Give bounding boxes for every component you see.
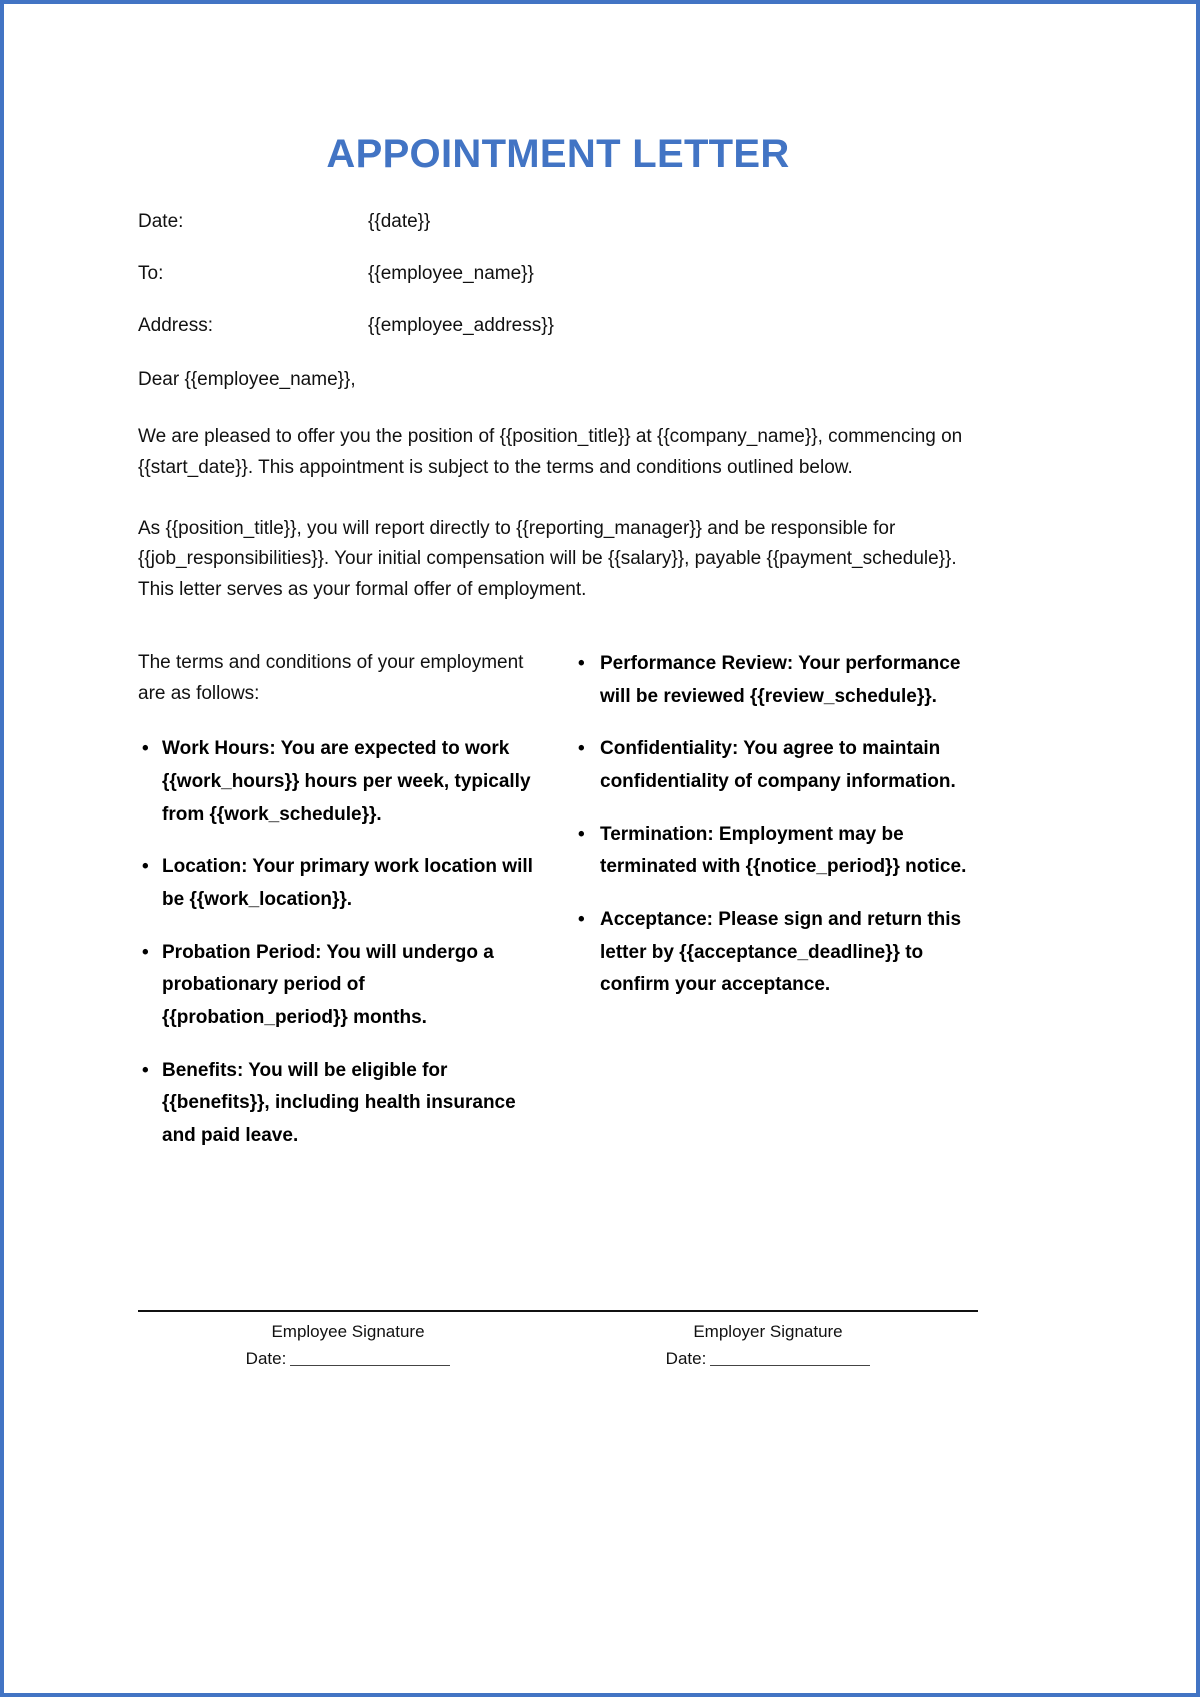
list-item: • Work Hours: You are expected to work {{work_hours}} hours per week, typically from {{work_schedule}}. [138, 733, 534, 831]
table-row [138, 262, 978, 314]
list-item: • Location: Your primary work location will be {{work_location}}. [138, 851, 534, 916]
meta-value-date: {{date}} [368, 211, 431, 232]
list-item: • Termination: Employment may be terminated with {{notice_period}} notice. [574, 819, 970, 884]
body-paragraph-reporting: As {{position_title}}, you will report directly to {{reporting_manager}} and be responsible for {{job_responsibilities}}. Your initial compensation will be {{salary}}, payable {{payment_schedule}}. This letter serves as your formal offer of employment. [138, 517, 957, 601]
signature-row [138, 1320, 978, 1371]
terms-right-column [574, 648, 970, 1153]
employee-date-label: Date: [245, 1348, 287, 1368]
meta-value-to: {{employee_name}} [368, 262, 534, 284]
recipient-meta-table [138, 210, 978, 365]
signature-divider [138, 1310, 978, 1312]
employee-signature-caption: Employee Signature [271, 1322, 425, 1341]
list-item: • Confidentiality: You agree to maintain confidentiality of company information. [574, 733, 970, 798]
meta-label-to: To: [138, 262, 164, 284]
list-item: • Acceptance: Please sign and return this letter by {{acceptance_deadline}} to confirm your acceptance. [574, 904, 970, 1002]
body-paragraph-offer: We are pleased to offer you the position of {{position_title}} at {{company_name}}, commencing on {{start_date}}. This appointment is subject to the terms and conditions outlined below. [138, 426, 963, 478]
table-row [138, 314, 978, 366]
list-item: • Performance Review: Your performance will be reviewed {{review_schedule}}. [574, 648, 970, 713]
table-row [138, 210, 978, 262]
employer-signature-block [558, 1320, 978, 1371]
terms-left-list [138, 733, 534, 1152]
terms-intro: The terms and conditions of your employment are as follows: [138, 651, 524, 704]
meta-value-address: {{employee_address}} [368, 314, 554, 336]
meta-label-address: Address: [138, 314, 213, 336]
employee-date-blank[interactable] [290, 1365, 450, 1366]
list-item: • Probation Period: You will undergo a probationary period of {{probation_period}} months. [138, 937, 534, 1035]
signature-block [138, 1310, 978, 1371]
page-title: APPOINTMENT LETTER [326, 132, 790, 176]
employer-date-label: Date: [665, 1348, 707, 1368]
terms-left-column [138, 648, 534, 1153]
employer-signature-caption: Employer Signature [693, 1322, 843, 1341]
letter-content [138, 4, 978, 1153]
list-item: • Benefits: You will be eligible for {{benefits}}, including health insurance and paid leave. [138, 1055, 534, 1153]
employee-signature-date [138, 1346, 558, 1372]
salutation: Dear {{employee_name}}, [138, 369, 356, 391]
employee-signature-block [138, 1320, 558, 1371]
employer-date-blank[interactable] [710, 1365, 870, 1366]
terms-columns [138, 648, 978, 1153]
employer-signature-date [558, 1346, 978, 1372]
meta-label-date: Date: [138, 211, 184, 232]
terms-right-list [574, 648, 970, 1002]
